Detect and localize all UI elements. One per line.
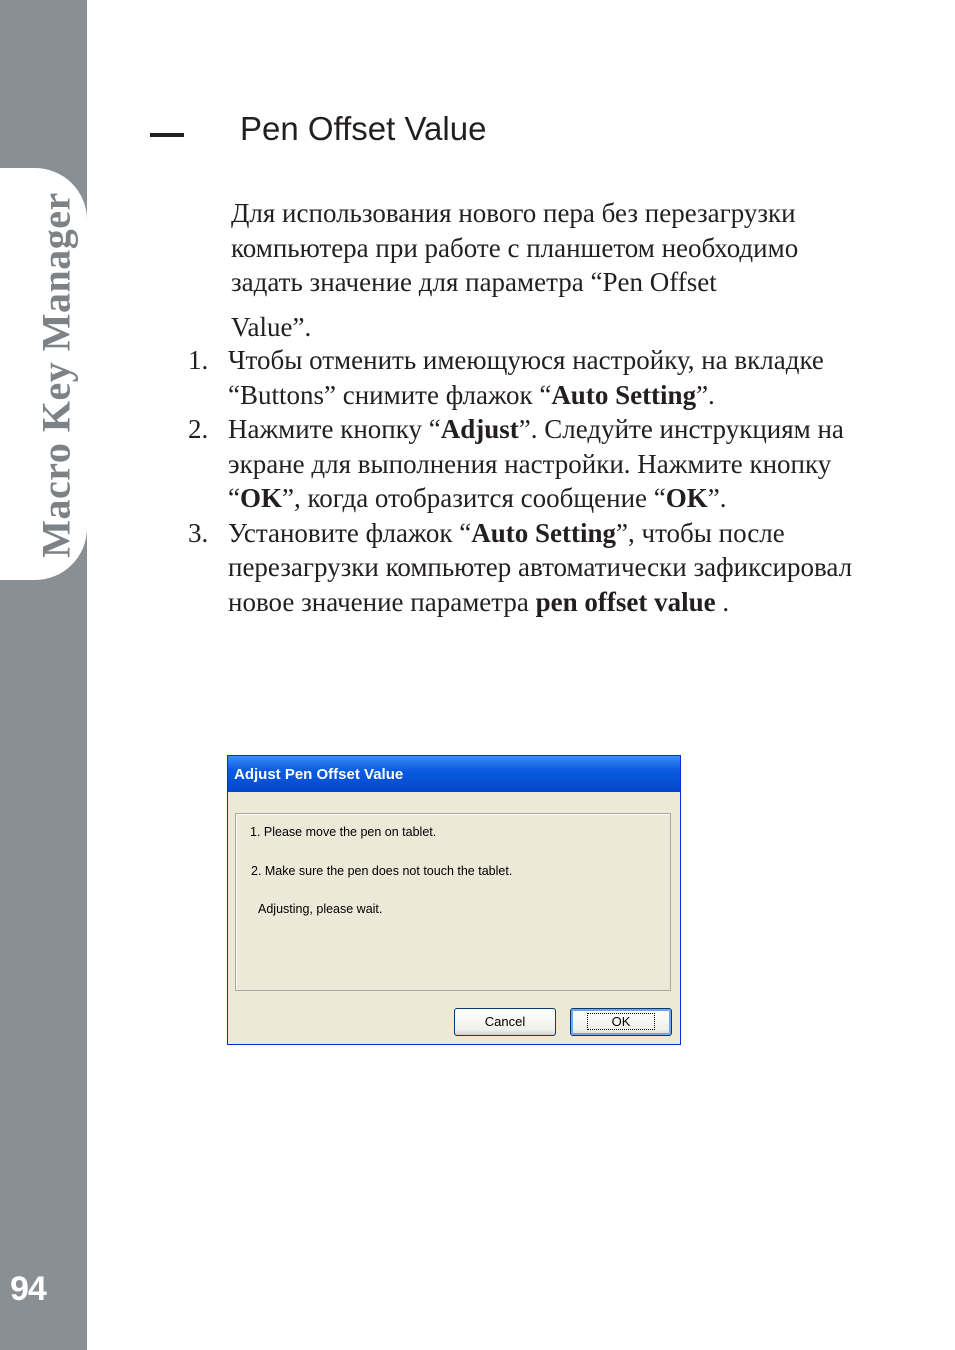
intro-text: Для использования нового пера без перезагрузки компьютера при работе с планшетом необходимо задать значение для параметра “Pen Offset bbox=[231, 198, 799, 297]
step-item bbox=[188, 343, 868, 412]
step-bold: Auto Setting bbox=[551, 379, 697, 410]
section-tab-label: Macro Key Manager bbox=[33, 192, 79, 558]
step-number: 2. bbox=[188, 414, 209, 444]
dialog-instruction-2: 2. Make sure the pen does not touch the tablet. bbox=[251, 864, 513, 878]
steps-list bbox=[188, 343, 868, 619]
step-bold: Adjust bbox=[440, 414, 519, 444]
page-number: 94 bbox=[10, 1270, 46, 1308]
step-bold: pen offset value bbox=[535, 586, 716, 617]
step-bold: OK bbox=[239, 483, 282, 513]
sidebar bbox=[0, 0, 87, 1350]
intro-paragraph bbox=[231, 196, 871, 344]
step-number: 1. bbox=[188, 345, 209, 375]
step-text: Нажмите кнопку “ bbox=[228, 414, 441, 444]
step-bold: Auto Setting bbox=[471, 517, 617, 548]
step-item bbox=[188, 516, 868, 620]
adjust-pen-offset-dialog bbox=[227, 755, 681, 1045]
cancel-button[interactable]: Cancel bbox=[454, 1008, 556, 1036]
dialog-status: Adjusting, please wait. bbox=[258, 902, 383, 916]
section-dash bbox=[150, 133, 184, 137]
dialog-instruction-1: 1. Please move the pen on tablet. bbox=[250, 825, 437, 839]
step-text: . bbox=[715, 586, 730, 617]
step-text: Установите флажок “ bbox=[228, 517, 472, 548]
ok-button[interactable] bbox=[570, 1008, 672, 1036]
step-text: Чтобы отменить имеющуюся настройку, на вкладке “Buttons” снимите флажок “ bbox=[228, 345, 824, 410]
step-bold: OK bbox=[665, 483, 708, 513]
step-text: ”. bbox=[707, 483, 727, 513]
intro-text-end: Value”. bbox=[231, 311, 312, 342]
step-item bbox=[188, 412, 868, 516]
step-text: ”, чтобы после перезагрузки компьютер автоматически зафиксировал новое значение параметра bbox=[228, 517, 853, 617]
step-number: 3. bbox=[188, 517, 209, 548]
step-text: ”, когда отобразится сообщение “ bbox=[282, 483, 666, 513]
section-title: Pen Offset Value bbox=[240, 110, 487, 147]
step-text: ”. Следуйте инструкциям на экране для выполнения настройки. Нажмите кнопку “ bbox=[228, 414, 844, 513]
ok-button-label: OK bbox=[587, 1013, 656, 1030]
step-text: ”. bbox=[696, 379, 715, 410]
dialog-title: Adjust Pen Offset Value bbox=[228, 756, 680, 792]
